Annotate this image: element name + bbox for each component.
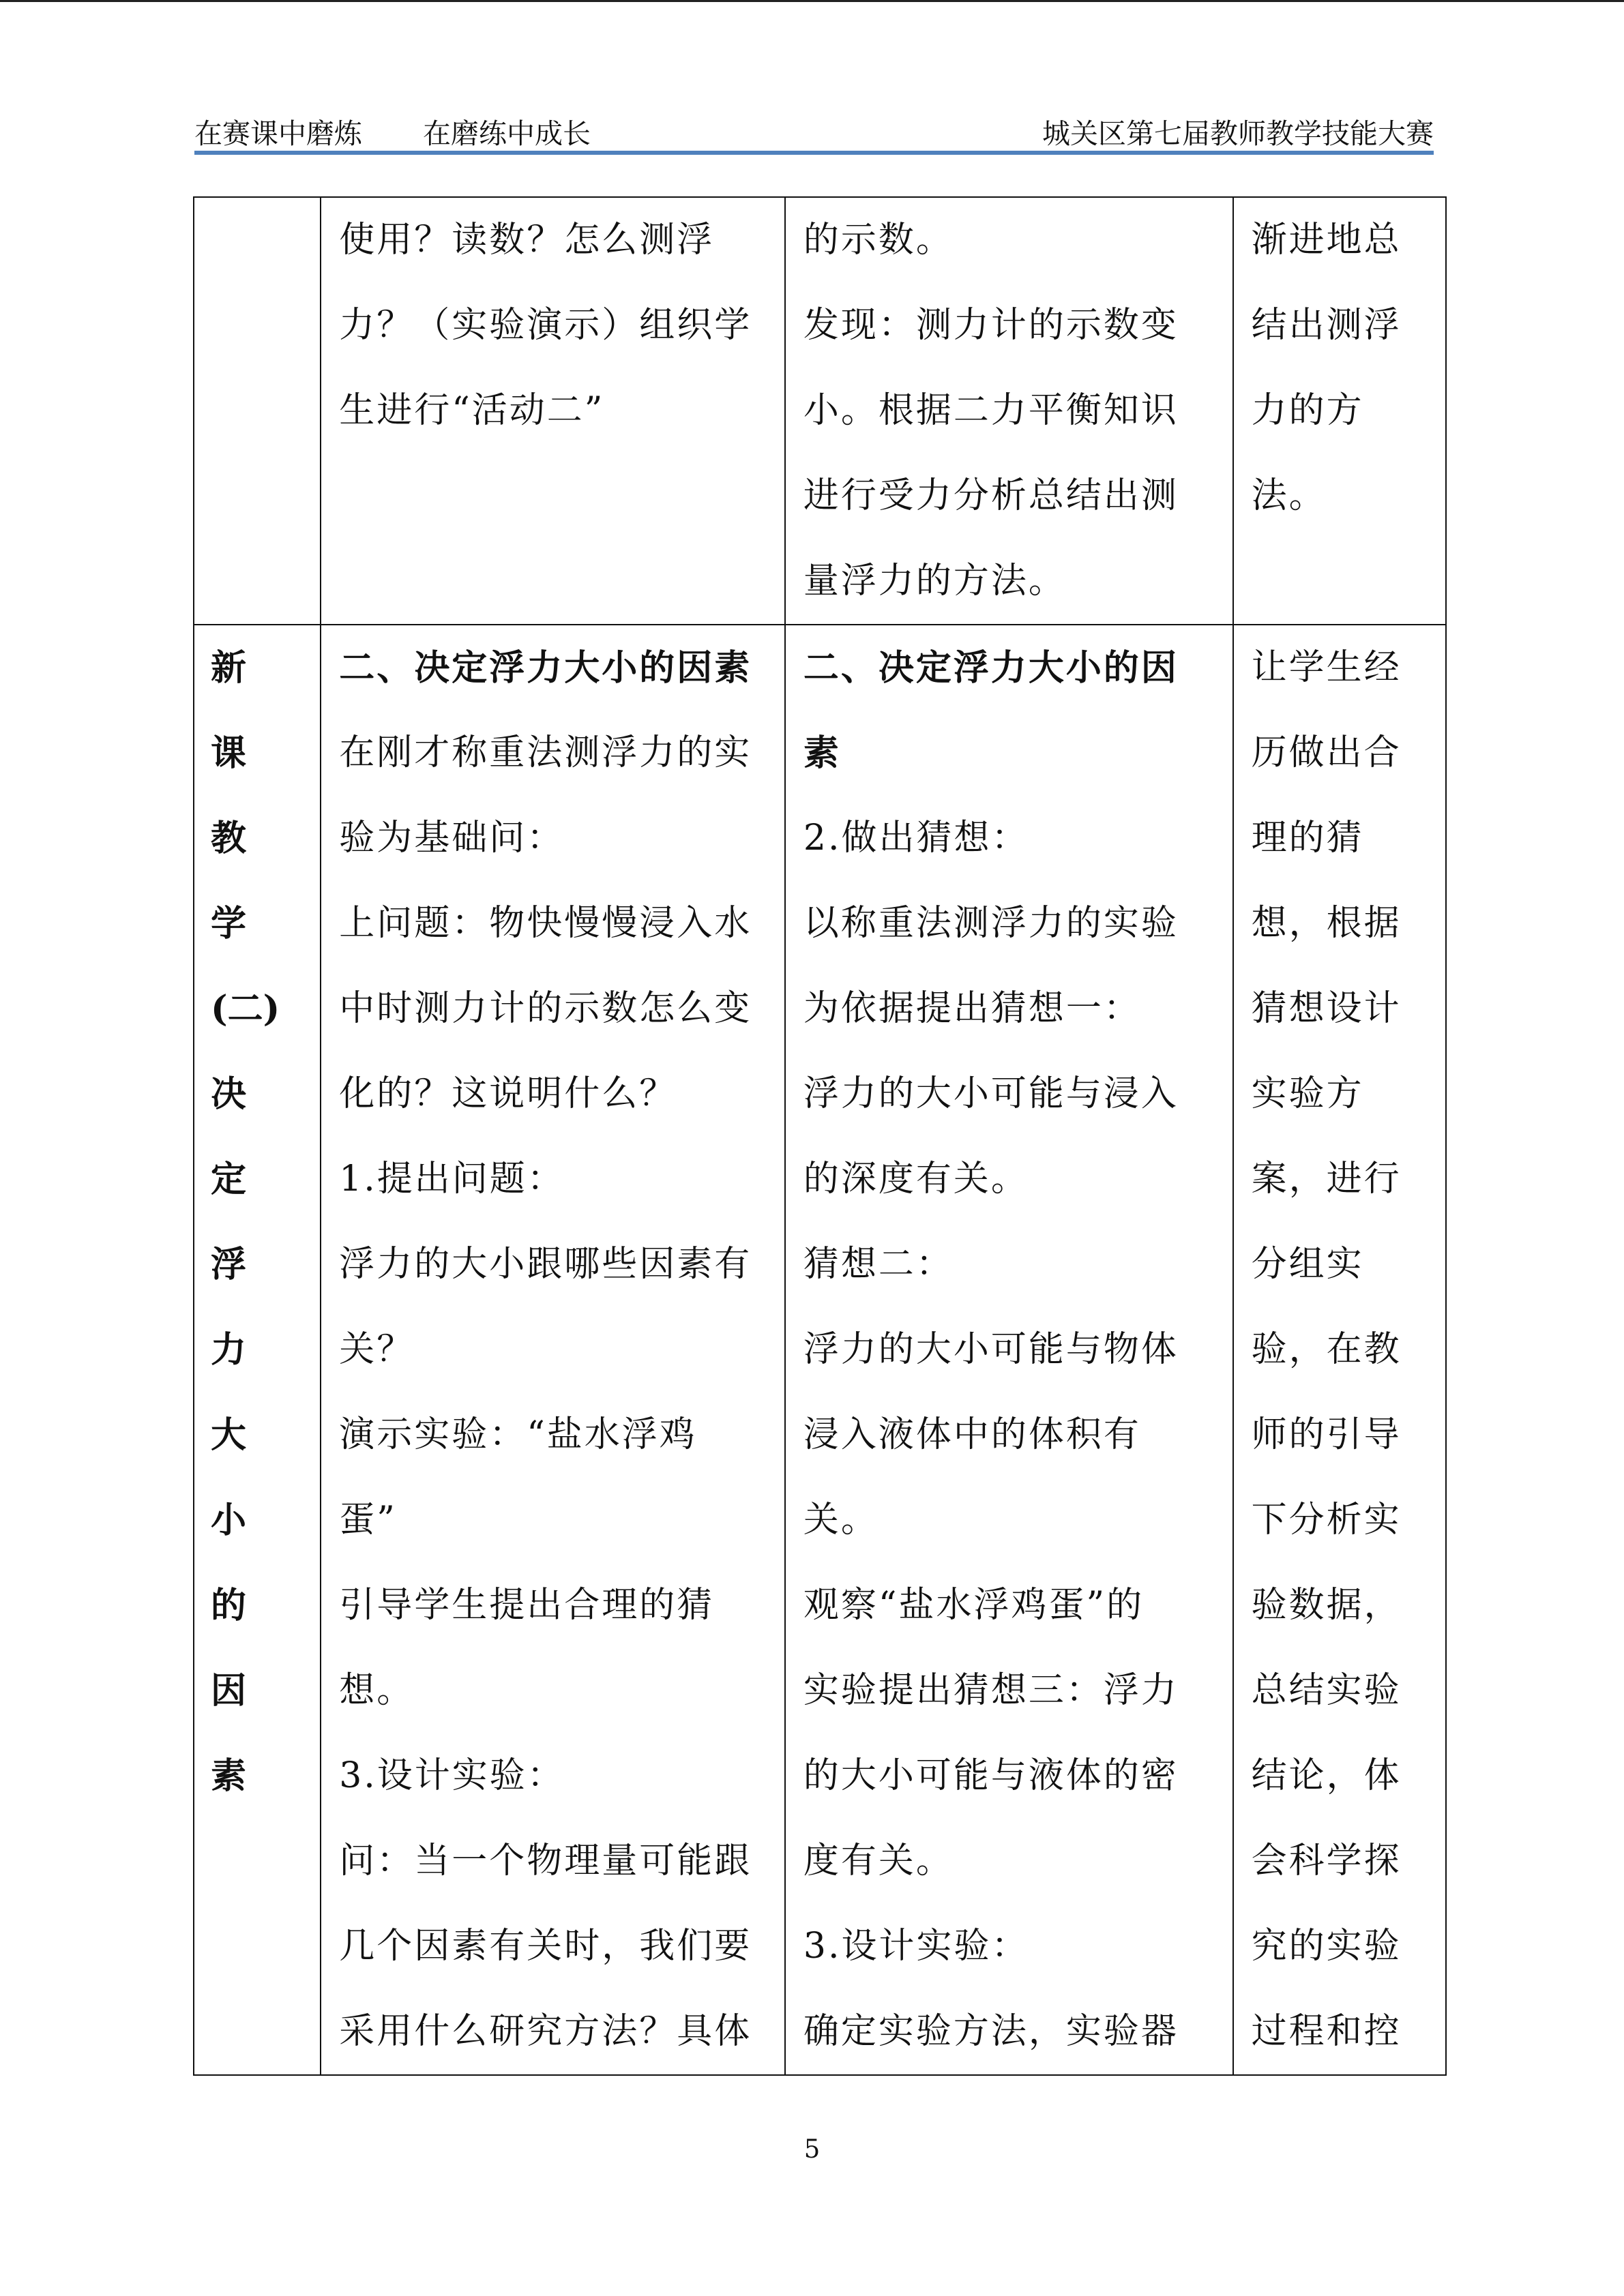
text-line: 历做出合	[1251, 732, 1402, 773]
text-line: 蛋”	[339, 1500, 397, 1540]
text-line: 浸入液体中的体积有	[803, 1414, 1141, 1455]
teacher-activity-cell	[321, 197, 785, 625]
text-line: 以称重法测浮力的实验	[803, 903, 1179, 944]
text-line: 下分析实	[1251, 1500, 1402, 1540]
top-border	[0, 0, 1624, 2]
text-line: 想。	[339, 1670, 415, 1711]
teacher-activity-cell	[321, 625, 785, 2075]
text-line: 浮力的大小可能与物体	[803, 1329, 1179, 1370]
header-motto-1: 在赛课中磨炼	[194, 117, 362, 150]
text-line: 验，在教	[1251, 1329, 1402, 1370]
section-title-char: (二)	[211, 988, 280, 1030]
text-line: 3.设计实验：	[803, 1926, 1029, 1967]
text-line: 结出测浮	[1251, 305, 1402, 346]
text-line: 中时测力计的示数怎么变	[339, 988, 752, 1029]
section-title-char: 力	[211, 1329, 247, 1371]
section-title-char: 素	[211, 1755, 247, 1797]
text-line: 量浮力的方法。	[803, 561, 1066, 601]
header-event-title: 城关区第七届教师教学技能大赛	[1042, 117, 1434, 150]
section-title-char: 的	[211, 1585, 247, 1626]
text-line: 实验方	[1251, 1073, 1364, 1114]
teacher-heading: 二、决定浮力大小的因素	[339, 647, 752, 689]
text-line: 问：当一个物理量可能跟	[339, 1840, 752, 1881]
text-line: 的大小可能与液体的密	[803, 1755, 1179, 1796]
text-line: 浮力的大小可能与浸入	[803, 1073, 1179, 1114]
section-cell-empty	[194, 197, 321, 625]
table-row	[194, 625, 1446, 2075]
section-title-char: 教	[211, 818, 247, 859]
section-title-char: 小	[211, 1500, 247, 1541]
text-line: 渐进地总	[1251, 220, 1402, 260]
text-line: 发现：测力计的示数变	[803, 305, 1179, 346]
header-rule	[194, 151, 1434, 155]
text-line: 3.设计实验：	[339, 1755, 565, 1796]
text-line: 上问题：物快慢慢浸入水	[339, 903, 752, 944]
page-number: 5	[803, 2134, 821, 2164]
text-line: 过程和控	[1251, 2011, 1402, 2052]
student-heading: 二、决定浮力大小的因	[803, 647, 1179, 689]
text-line: 师的引导	[1251, 1414, 1402, 1455]
text-line: 演示实验：“盐水浮鸡	[339, 1414, 697, 1455]
text-line: 猜想二：	[803, 1244, 954, 1285]
design-intent-cell	[1233, 197, 1446, 625]
text-line: 法。	[1251, 475, 1327, 516]
text-line: 的示数。	[803, 220, 954, 260]
section-title-char: 大	[211, 1414, 247, 1456]
text-line: 分组实	[1251, 1244, 1364, 1285]
text-line: 化的？这说明什么？	[339, 1073, 677, 1114]
student-activity-cell	[785, 197, 1233, 625]
design-intent-cell	[1233, 625, 1446, 2075]
text-line: 生进行“活动二”	[339, 390, 605, 431]
text-line: 进行受力分析总结出测	[803, 475, 1179, 516]
text-line: 的深度有关。	[803, 1159, 1029, 1199]
text-line: 验为基础问：	[339, 818, 565, 859]
text-line: 采用什么研究方法？具体	[339, 2011, 752, 2052]
text-line: 关？	[339, 1329, 415, 1370]
section-title-char: 课	[211, 732, 247, 774]
text-line: 验数据，	[1251, 1585, 1402, 1626]
text-line: 想，根据	[1251, 903, 1402, 944]
text-line: 使用？读数？怎么测浮	[339, 220, 715, 260]
text-line: 关。	[803, 1500, 879, 1540]
text-line: 为依据提出猜想一：	[803, 988, 1141, 1029]
text-line: 力？（实验演示）组织学	[339, 305, 752, 346]
text-line: 小。根据二力平衡知识	[803, 390, 1179, 431]
section-title-char: 浮	[211, 1244, 247, 1285]
section-title-char: 新	[211, 647, 247, 689]
text-line: 结论，体	[1251, 1755, 1402, 1796]
section-title-char: 学	[211, 903, 247, 944]
student-activity-cell	[785, 625, 1233, 2075]
header-motto-2: 在磨练中成长	[423, 117, 591, 150]
section-title-char: 因	[211, 1670, 247, 1712]
text-line: 观察“盐水浮鸡蛋”的	[803, 1585, 1145, 1626]
text-line: 在刚才称重法测浮力的实	[339, 732, 752, 773]
section-title-cell	[194, 625, 321, 2075]
lesson-plan-table	[193, 196, 1447, 2076]
student-heading: 素	[803, 732, 841, 774]
text-line: 让学生经	[1251, 647, 1402, 688]
text-line: 力的方	[1251, 390, 1364, 431]
text-line: 度有关。	[803, 1840, 954, 1881]
text-line: 案，进行	[1251, 1159, 1402, 1199]
text-line: 浮力的大小跟哪些因素有	[339, 1244, 752, 1285]
page-header	[194, 115, 1434, 153]
text-line: 几个因素有关时，我们要	[339, 1926, 752, 1967]
section-title-char: 定	[211, 1159, 247, 1200]
text-line: 猜想设计	[1251, 988, 1402, 1029]
text-line: 总结实验	[1251, 1670, 1402, 1711]
text-line: 理的猜	[1251, 818, 1364, 859]
text-line: 2.做出猜想：	[803, 818, 1029, 859]
table-row	[194, 197, 1446, 625]
text-line: 1.提出问题：	[339, 1159, 565, 1199]
text-line: 引导学生提出合理的猜	[339, 1585, 715, 1626]
text-line: 确定实验方法，实验器	[803, 2011, 1179, 2052]
text-line: 会科学探	[1251, 1840, 1402, 1881]
text-line: 究的实验	[1251, 1926, 1402, 1967]
text-line: 实验提出猜想三：浮力	[803, 1670, 1179, 1711]
section-title-char: 决	[211, 1073, 247, 1115]
